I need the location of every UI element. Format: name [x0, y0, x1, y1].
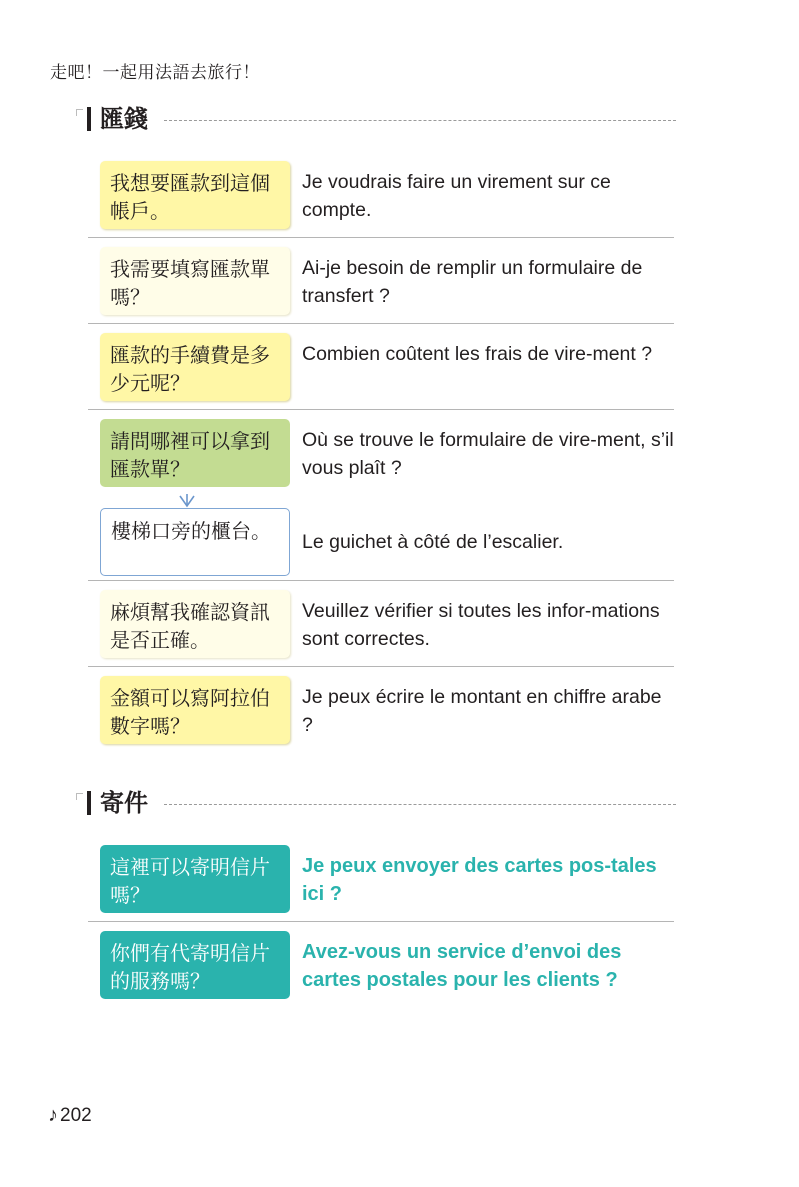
- chinese-phrase: 我想要匯款到這個帳戶。: [100, 161, 290, 229]
- chinese-phrase: 這裡可以寄明信片嗎？: [100, 845, 290, 913]
- phrase-row: [88, 238, 674, 324]
- french-phrase: Avez-vous un service d’envoi des cartes postales pour les clients ?: [302, 941, 622, 991]
- french-phrase: Je voudrais faire un virement sur ce compte.: [302, 171, 611, 221]
- phrase-row: [88, 836, 674, 922]
- phrase-row: [88, 922, 674, 1007]
- dashed-rule: [164, 120, 676, 121]
- phrase-row: [88, 667, 674, 752]
- music-note-icon: ♪: [48, 1104, 58, 1126]
- french-question: Où se trouve le formulaire de vire-ment, s’il vous plaît ?: [302, 429, 674, 479]
- page-number: [48, 1104, 92, 1127]
- page-number-value: 202: [60, 1105, 92, 1126]
- phrase-row: [88, 152, 674, 238]
- chinese-question: 請問哪裡可以拿到匯款單？: [100, 419, 290, 487]
- corner-mark-icon: [76, 109, 83, 116]
- corner-mark-icon: [76, 793, 83, 800]
- dialogue-row: [88, 410, 674, 580]
- chinese-phrase: 你們有代寄明信片的服務嗎？: [100, 931, 290, 999]
- phrase-list-mailing: [88, 836, 674, 1007]
- chinese-phrase: 我需要填寫匯款單嗎？: [100, 247, 290, 315]
- french-phrase: Veuillez vérifier si toutes les infor-mations sont correctes.: [302, 600, 660, 650]
- french-phrase: Je peux envoyer des cartes pos-tales ici ?: [302, 855, 657, 905]
- section-heading-mailing: [76, 788, 676, 818]
- french-phrase: Ai-je besoin de remplir un formulaire de transfert ?: [302, 257, 643, 307]
- phrase-row: [88, 324, 674, 410]
- french-phrase: Je peux écrire le montant en chiffre arabe ?: [302, 686, 662, 736]
- section-title: 寄件: [100, 789, 148, 817]
- chinese-phrase: 金額可以寫阿拉伯數字嗎？: [100, 676, 290, 744]
- section-title: 匯錢: [100, 105, 148, 133]
- chinese-phrase: 麻煩幫我確認資訊是否正確。: [100, 590, 290, 658]
- section-heading-remittance: [76, 104, 676, 134]
- running-head: 走吧！一起用法語去旅行！: [50, 63, 260, 83]
- french-phrase: Combien coûtent les frais de vire-ment ?: [302, 343, 653, 365]
- phrase-list-remittance: [88, 152, 674, 752]
- phrase-row: [88, 581, 674, 667]
- dashed-rule: [164, 804, 676, 805]
- chinese-answer: 樓梯口旁的櫃台。: [100, 508, 290, 576]
- chinese-phrase: 匯款的手續費是多少元呢？: [100, 333, 290, 401]
- heading-bar: [87, 107, 91, 131]
- heading-bar: [87, 791, 91, 815]
- french-answer: Le guichet à côté de l’escalier.: [302, 531, 564, 553]
